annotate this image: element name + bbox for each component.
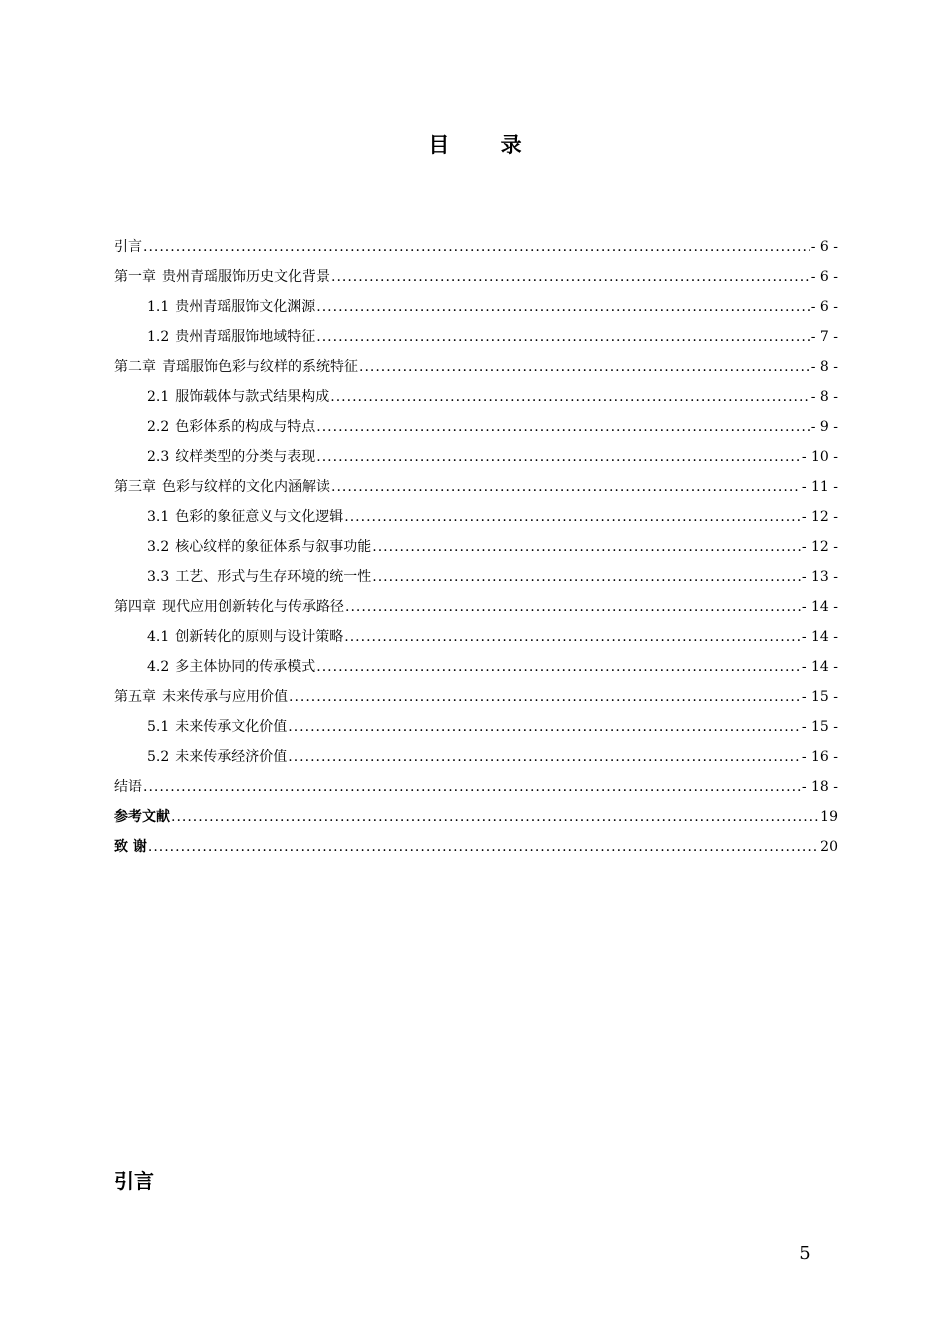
toc-entry-label: 色彩与纹样的文化内涵解读 (162, 479, 330, 495)
toc-dot-leader (143, 232, 810, 262)
toc-dot-leader (171, 802, 819, 832)
toc-entry-number: 5.2 (147, 749, 170, 765)
toc-entry[interactable] (114, 532, 838, 562)
toc-entry-page: 19 (820, 809, 838, 825)
toc-entry-number: 第一章 (114, 269, 156, 285)
toc-dot-leader (143, 772, 801, 802)
toc-entry-number: 第四章 (114, 599, 156, 615)
toc-entry-page: - 18 - (801, 779, 838, 795)
toc-dot-leader (330, 382, 809, 412)
toc-entry-number: 1.2 (147, 329, 170, 345)
toc-entry-number: 3.1 (147, 509, 170, 525)
toc-entry[interactable] (114, 712, 838, 742)
toc-entry-label: 未来传承与应用价值 (162, 689, 288, 705)
toc-entry-label: 现代应用创新转化与传承路径 (162, 599, 344, 615)
toc-title: 目 录 (428, 133, 544, 157)
toc-entry-number: 2.2 (147, 419, 170, 435)
toc-entry-page: - 12 - (801, 539, 838, 555)
toc-entry-label: 结语 (114, 779, 142, 795)
section-heading: 引言 (114, 1169, 154, 1193)
toc-entry-label: 色彩体系的构成与特点 (175, 419, 316, 435)
toc-entry-page: - 14 - (801, 599, 838, 615)
toc-entry[interactable] (114, 232, 838, 262)
toc-dot-leader (288, 742, 801, 772)
toc-entry-page: 20 (820, 839, 838, 855)
toc-entry[interactable] (114, 322, 838, 352)
toc-entry-label: 核心纹样的象征体系与叙事功能 (175, 539, 372, 555)
toc-entry[interactable] (114, 562, 838, 592)
toc-entry[interactable] (114, 472, 838, 502)
toc-entry-page: - 7 - (810, 329, 838, 345)
toc-entry[interactable] (114, 412, 838, 442)
toc-entry-page: - 11 - (801, 479, 838, 495)
toc-entry-page: - 16 - (801, 749, 838, 765)
toc-entry-number: 第二章 (114, 359, 156, 375)
toc-entry-label: 贵州青瑶服饰文化渊源 (175, 299, 316, 315)
toc-dot-leader (316, 292, 809, 322)
toc-entry-label: 未来传承经济价值 (175, 749, 288, 765)
toc-entry-page: - 13 - (801, 569, 838, 585)
toc-entry[interactable] (114, 742, 838, 772)
toc-entry-number: 5.1 (147, 719, 170, 735)
toc-entry-page: - 14 - (801, 659, 838, 675)
toc-dot-leader (372, 562, 801, 592)
toc-entry-number: 第五章 (114, 689, 156, 705)
toc-entry-page: - 6 - (810, 239, 838, 255)
toc-entry-number: 2.1 (147, 389, 170, 405)
toc-entry[interactable] (114, 622, 838, 652)
toc-entry-label: 未来传承文化价值 (175, 719, 288, 735)
toc-entry-label: 贵州青瑶服饰历史文化背景 (162, 269, 330, 285)
toc-dot-leader (148, 832, 819, 862)
toc-entry-page: - 9 - (810, 419, 838, 435)
toc-entry-page: - 15 - (801, 689, 838, 705)
toc-dot-leader (331, 472, 801, 502)
toc-entry-label: 引言 (114, 239, 142, 255)
toc-entry-number: 4.2 (147, 659, 170, 675)
toc-dot-leader (344, 622, 801, 652)
toc-entry[interactable] (114, 832, 838, 862)
toc-dot-leader (289, 682, 801, 712)
toc-entry-page: - 14 - (801, 629, 838, 645)
toc-entry-label: 青瑶服饰色彩与纹样的系统特征 (162, 359, 358, 375)
toc-entry[interactable] (114, 592, 838, 622)
toc-entry-page: - 6 - (810, 299, 838, 315)
toc-entry-number: 2.3 (147, 449, 170, 465)
toc-dot-leader (316, 412, 809, 442)
toc-entry-label: 参考文献 (114, 809, 170, 825)
toc-dot-leader (345, 592, 801, 622)
toc-entry[interactable] (114, 292, 838, 322)
toc-entry-label: 服饰载体与款式结果构成 (175, 389, 330, 405)
toc-entry-page: - 10 - (801, 449, 838, 465)
toc-dot-leader (316, 442, 801, 472)
table-of-contents (114, 232, 838, 862)
toc-entry[interactable] (114, 772, 838, 802)
toc-entry-page: - 15 - (801, 719, 838, 735)
toc-dot-leader (288, 712, 801, 742)
toc-entry[interactable] (114, 652, 838, 682)
toc-dot-leader (316, 652, 801, 682)
toc-entry[interactable] (114, 442, 838, 472)
toc-entry[interactable] (114, 382, 838, 412)
toc-entry-number: 3.3 (147, 569, 170, 585)
toc-entry-label: 工艺、形式与生存环境的统一性 (175, 569, 372, 585)
toc-dot-leader (372, 532, 801, 562)
toc-entry[interactable] (114, 352, 838, 382)
toc-entry-number: 1.1 (147, 299, 170, 315)
toc-entry[interactable] (114, 802, 838, 832)
toc-entry-page: - 8 - (810, 389, 838, 405)
toc-entry-page: - 12 - (801, 509, 838, 525)
toc-dot-leader (359, 352, 810, 382)
toc-entry-number: 4.1 (147, 629, 170, 645)
toc-entry[interactable] (114, 682, 838, 712)
toc-dot-leader (316, 322, 809, 352)
toc-entry-label: 创新转化的原则与设计策略 (175, 629, 344, 645)
toc-entry-label: 色彩的象征意义与文化逻辑 (175, 509, 344, 525)
toc-dot-leader (344, 502, 801, 532)
toc-entry[interactable] (114, 262, 838, 292)
toc-entry-number: 第三章 (114, 479, 156, 495)
toc-entry-label: 纹样类型的分类与表现 (175, 449, 316, 465)
toc-entry-label: 贵州青瑶服饰地域特征 (175, 329, 316, 345)
toc-entry[interactable] (114, 502, 838, 532)
page-number: 5 (799, 1243, 811, 1264)
toc-entry-page: - 8 - (810, 359, 838, 375)
toc-entry-label: 多主体协同的传承模式 (175, 659, 316, 675)
toc-entry-page: - 6 - (810, 269, 838, 285)
toc-dot-leader (331, 262, 810, 292)
toc-entry-number: 3.2 (147, 539, 170, 555)
toc-entry-label: 致 谢 (114, 839, 147, 855)
